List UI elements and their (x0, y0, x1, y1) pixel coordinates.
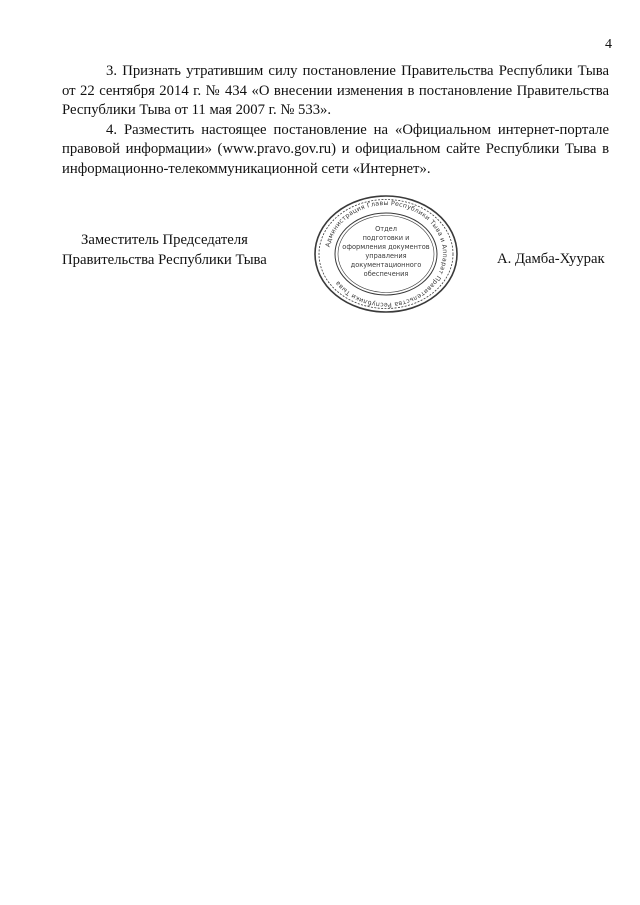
paragraph-4: 4. Разместить настоящее постановление на «Официальном интернет-портале правовой информации» (www.pravo.gov.ru) и официальном сайте Республики Тыва в информационно-телекоммуникационной сети «Интернет». (62, 121, 609, 177)
paragraph-3: 3. Признать утратившим силу постановление Правительства Республики Тыва от 22 сентября 2014 г. № 434 «О внесении изменения в постановление Правительства Республики Тыва от 11 мая 2007 г. № 533». (62, 63, 609, 118)
stamp-inner-text (342, 225, 429, 278)
signatory-title (62, 231, 267, 270)
stamp-inner-line-2: подготовки и (362, 234, 410, 242)
stamp-inner-line-5: документационного (350, 261, 422, 269)
stamp-inner-line-6: обеспечения (363, 270, 409, 278)
stamp-inner-line-1: Отдел (375, 225, 397, 233)
signatory-title-line1: Заместитель Председателя (81, 232, 248, 248)
official-stamp (311, 193, 461, 315)
stamp-ring-text-path: Администрация Главы Республики Тыва и Аппарат Правительства Республики Тыва (324, 199, 449, 309)
stamp-inner-line-4: управления (365, 252, 407, 260)
stamp-inner-line-3: оформления документов (342, 243, 430, 251)
page-number: 4 (605, 37, 612, 52)
signatory-title-line2: Правительства Республики Тыва (62, 251, 267, 268)
document-body (62, 62, 609, 179)
signatory-name: А. Дамба-Хуурак (497, 251, 605, 267)
